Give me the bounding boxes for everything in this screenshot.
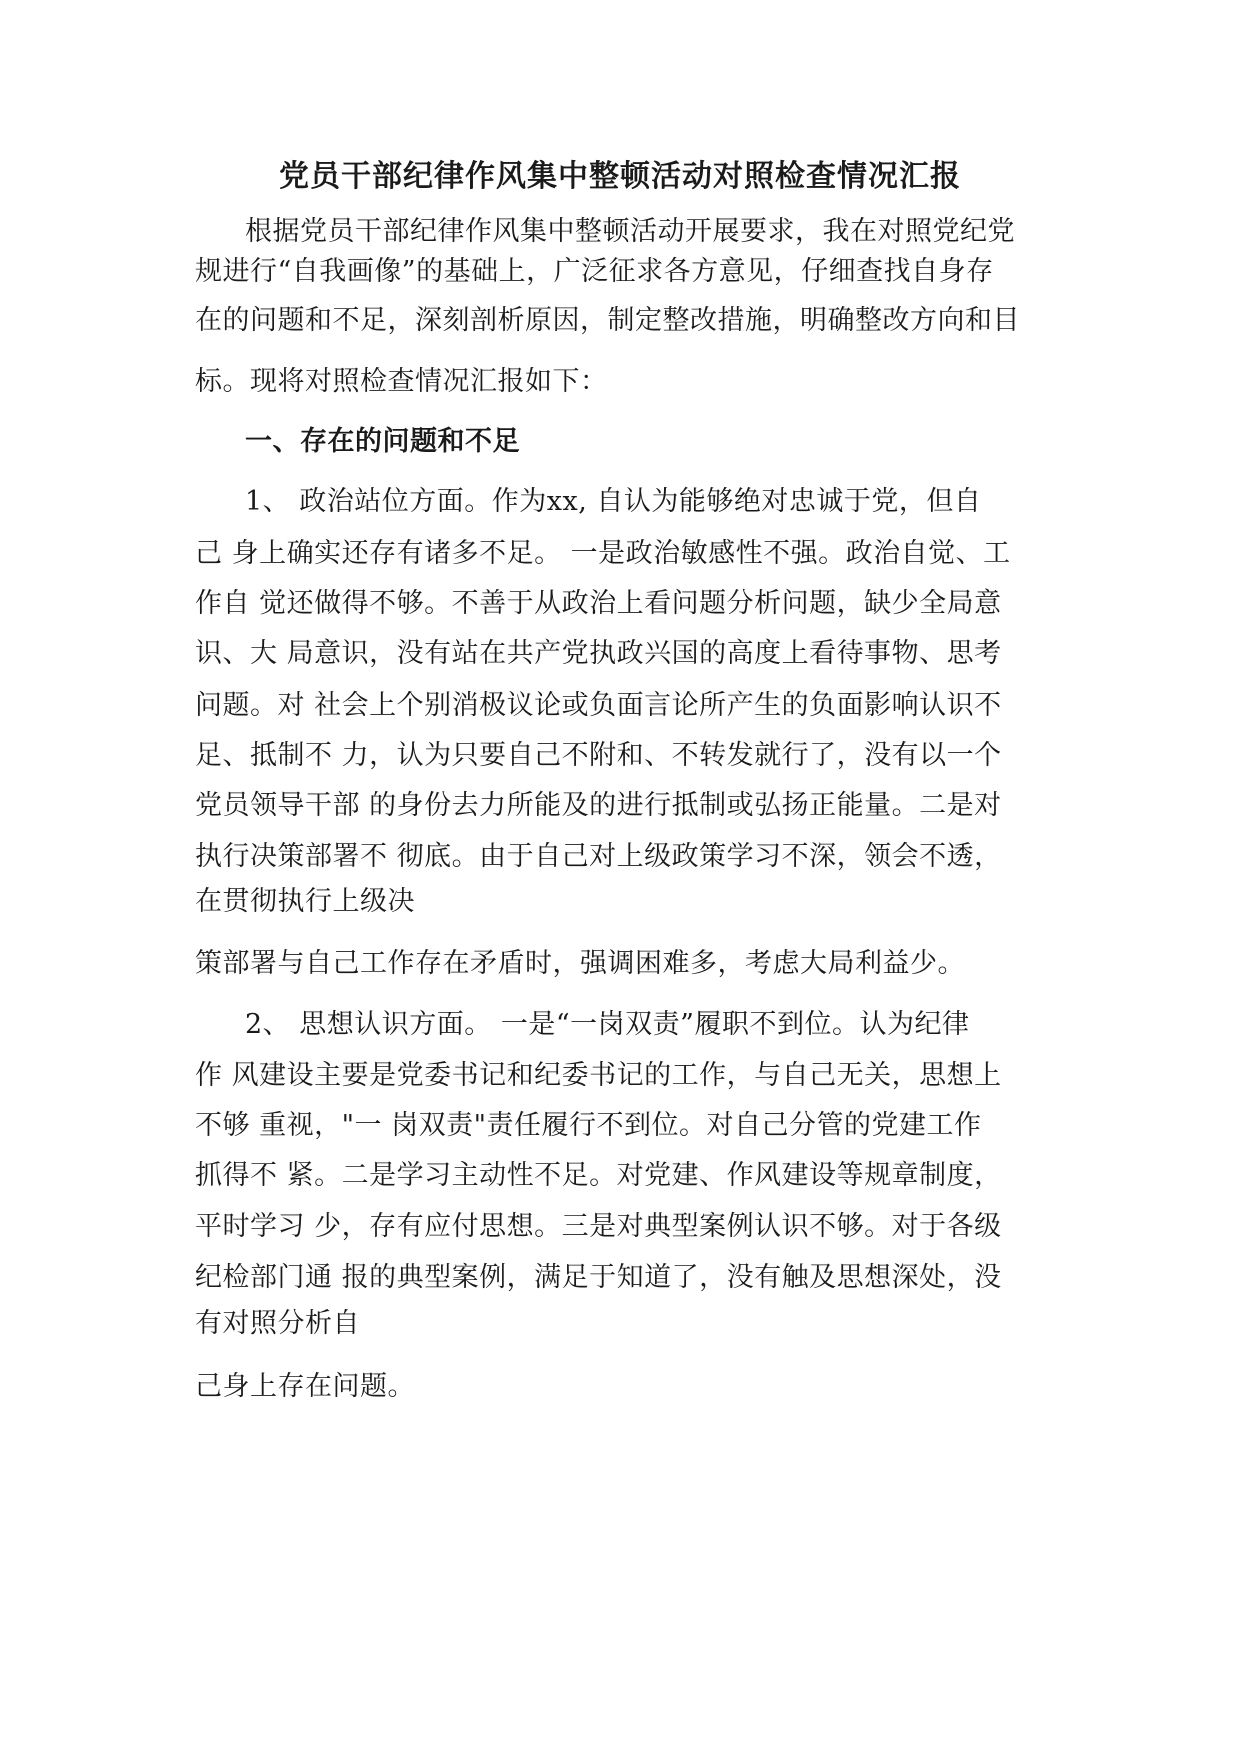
item1-line: 在贯彻执行上级决 bbox=[195, 886, 415, 917]
intro-line: 在的问题和不足，深刻剖析原因，制定整改措施，明确整改方向和目 bbox=[195, 305, 1020, 336]
item2-line: 2、 思想认识方面。 一是“一岗双责”履职不到位。认为纪律 bbox=[245, 1009, 970, 1040]
document-title: 党员干部纪律作风集中整顿活动对照检查情况汇报 bbox=[279, 159, 961, 194]
intro-line: 根据党员干部纪律作风集中整顿活动开展要求，我在对照党纪党 bbox=[245, 216, 1015, 247]
item1-line: 己 身上确实还存有诸多不足。 一是政治敏感性不强。政治自觉、工 bbox=[195, 538, 1011, 569]
item1-line: 执行决策部署不 彻底。由于自己对上级政策学习不深，领会不透， bbox=[195, 841, 1002, 872]
intro-line: 规进行“自我画像”的基础上，广泛征求各方意见，仔细查找自身存 bbox=[195, 256, 994, 287]
item2-line: 不够 重视，"一 岗双责"责任履行不到位。对自己分管的党建工作 bbox=[195, 1110, 982, 1141]
item1-line: 策部署与自己工作存在矛盾时，强调困难多，考虑大局利益少。 bbox=[195, 948, 965, 979]
item2-line: 己身上存在问题。 bbox=[195, 1371, 415, 1402]
item1-line: 问题。对 社会上个别消极议论或负面言论所产生的负面影响认识不 bbox=[195, 690, 1002, 721]
item2-line: 有对照分析自 bbox=[195, 1308, 360, 1339]
intro-line: 标。现将对照检查情况汇报如下： bbox=[195, 366, 608, 397]
item2-line: 纪检部门通 报的典型案例，满足于知道了，没有触及思想深处，没 bbox=[195, 1262, 1002, 1293]
item2-line: 作 风建设主要是党委书记和纪委书记的工作，与自己无关，思想上 bbox=[195, 1060, 1002, 1091]
section-heading: 一、存在的问题和不足 bbox=[245, 426, 520, 457]
item1-line: 识、大 局意识，没有站在共产党执政兴国的高度上看待事物、思考 bbox=[195, 638, 1002, 669]
item2-line: 抓得不 紧。二是学习主动性不足。对党建、作风建设等规章制度， bbox=[195, 1160, 1002, 1191]
item1-line: 足、抵制不 力，认为只要自己不附和、不转发就行了，没有以一个 bbox=[195, 740, 1002, 771]
item1-line: 党员领导干部 的身份去力所能及的进行抵制或弘扬正能量。二是对 bbox=[195, 790, 1002, 821]
item1-line: 作自 觉还做得不够。不善于从政治上看问题分析问题，缺少全局意 bbox=[195, 588, 1002, 619]
item1-line: 1、 政治站位方面。作为xx, 自认为能够绝对忠诚于党，但自 bbox=[245, 486, 982, 517]
item2-line: 平时学习 少，存有应付思想。三是对典型案例认识不够。对于各级 bbox=[195, 1211, 1002, 1242]
